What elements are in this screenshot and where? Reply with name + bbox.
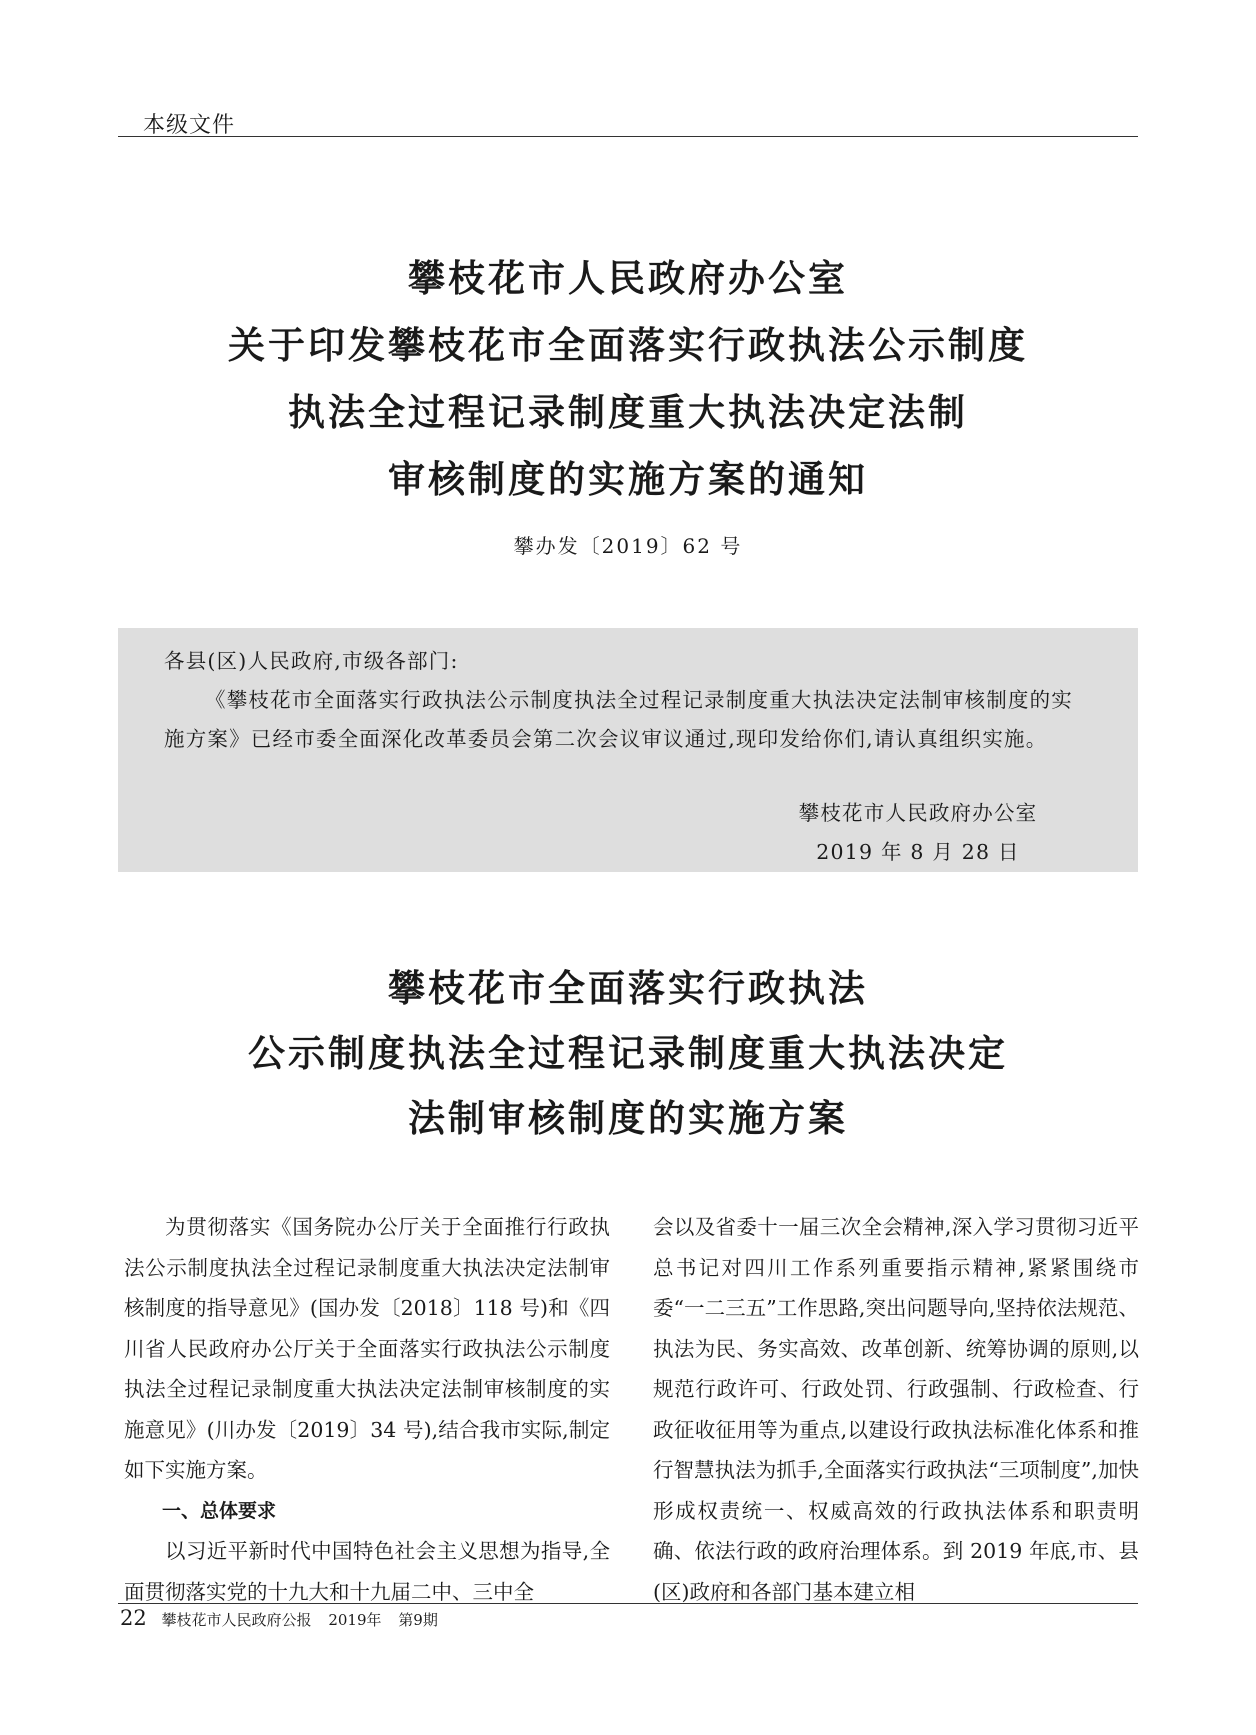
notice-signature (718, 794, 1118, 872)
notice-signer: 攀枝花市人民政府办公室 (798, 801, 1038, 825)
notice-title (118, 245, 1138, 513)
notice-title-line: 关于印发攀枝花市全面落实行政执法公示制度 (228, 323, 1028, 367)
notice-date: 2019 年 8 月 28 日 (816, 840, 1020, 864)
section1-paragraph-start: 以习近平新时代中国特色社会主义思想为指导,全面贯彻落实党的十九大和十九届二中、三中全 (124, 1539, 610, 1604)
notice-body: 《攀枝花市全面落实行政执法公示制度执法全过程记录制度重大执法决定法制审核制度的实施方案》已经市委全面深化改革委员会第二次会议审议通过,现印发给你们,请认真组织实施。 (164, 688, 1073, 751)
body-column-left (124, 1207, 610, 1612)
notice-box (118, 628, 1138, 872)
notice-title-line: 执法全过程记录制度重大执法决定法制 (288, 390, 968, 434)
publication-year: 2019年 (328, 1611, 382, 1629)
body-column-right (653, 1207, 1139, 1612)
plan-title-line: 攀枝花市全面落实行政执法 (388, 966, 868, 1010)
notice-title-line: 攀枝花市人民政府办公室 (408, 256, 848, 300)
publication-name: 攀枝花市人民政府公报 (161, 1611, 312, 1629)
header-rule (118, 136, 1138, 137)
page-number: 22 (120, 1606, 147, 1630)
page-footer (120, 1606, 450, 1630)
notice-salutation: 各县(区)人民政府,市级各部门: (164, 649, 459, 673)
publication-issue: 第9期 (398, 1611, 438, 1629)
plan-title-line: 法制审核制度的实施方案 (408, 1096, 848, 1140)
plan-title-line: 公示制度执法全过程记录制度重大执法决定 (248, 1031, 1008, 1075)
intro-paragraph: 为贯彻落实《国务院办公厅关于全面推行行政执法公示制度执法全过程记录制度重大执法决定法制审核制度的指导意见》(国办发〔2018〕118 号)和《四川省人民政府办公厅关于全面落实行政执法公示制度执法全过程记录制度重大执法决定法制审核制度的实施意见》(川办发〔2019〕34 号),结合我市实际,制定如下实施方案。 (124, 1215, 610, 1482)
section1-paragraph-continued: 会以及省委十一届三次全会精神,深入学习贯彻习近平总书记对四川工作系列重要指示精神,紧紧围绕市委“一二三五”工作思路,突出问题导向,坚持依法规范、执法为民、务实高效、改革创新、统筹协调的原则,以规范行政许可、行政处罚、行政强制、行政检查、行政征收征用等为重点,以建设行政执法标准化体系和推行智慧执法为抓手,全面落实行政执法“三项制度”,加快形成权责统一、权威高效的行政执法体系和职责明确、依法行政的政府治理体系。到 2019 年底,市、县(区)政府和各部门基本建立相 (653, 1215, 1139, 1604)
footer-rule (118, 1603, 1138, 1604)
document-number: 攀办发〔2019〕62 号 (513, 534, 743, 558)
plan-title (118, 956, 1138, 1151)
notice-title-line: 审核制度的实施方案的通知 (388, 457, 868, 501)
section-heading-general-requirements: 一、总体要求 (162, 1499, 277, 1522)
section-label: 本级文件 (143, 113, 236, 138)
